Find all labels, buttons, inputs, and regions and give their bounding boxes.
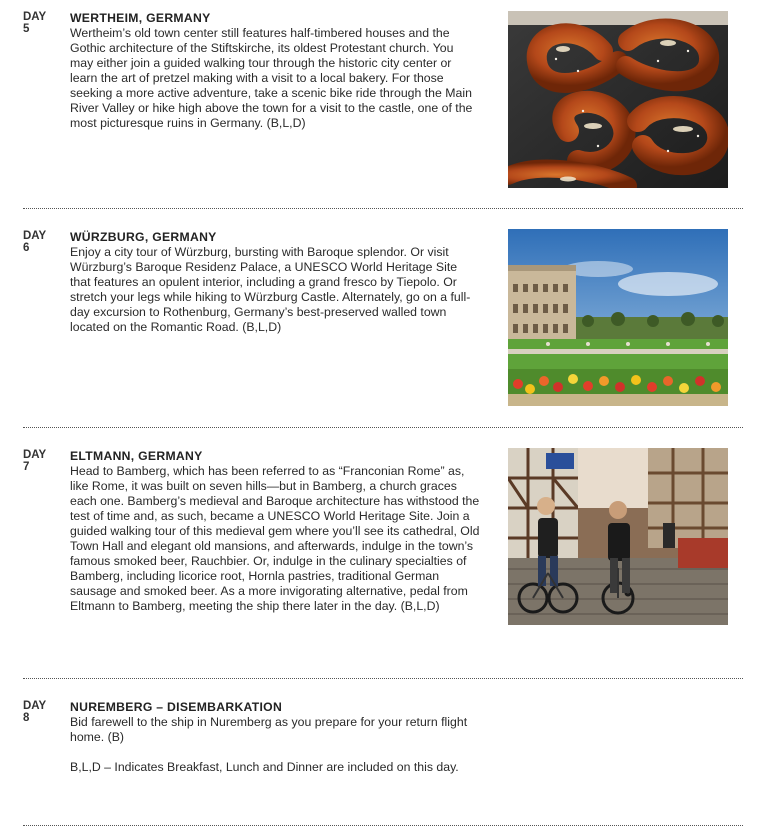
day-title: ELTMANN, GERMANY	[70, 449, 203, 463]
day-paragraph: Enjoy a city tour of Würzburg, bursting with Baroque splendor. Or visit Würzburg’s Baroque Residenz Palace, a UNESCO World Heritage Site that features an opulent interior, including a grand fresco by Tiepolo. Or stretch your legs while hiking to Würzburg Castle. Alternately, go on a full-day excursion to Rothenburg, Germany’s best-preserved walled town located on the Romantic Road. (B,L,D)	[70, 245, 471, 334]
day-description	[70, 245, 480, 350]
day-paragraph: Wertheim’s old town center still features half-timbered houses and the Gothic architecture of the Stiftskirche, its oldest Protestant church. You may either join a guided walking tour through the historic city center or learn the art of pretzel making with a visit to a local bakery. For those seeking a more active adventure, take a scenic bike ride through the Main River Valley or hike high above the town for a visit to the castle, one of the most picturesque ruins in Germany. (B,L,D)	[70, 26, 473, 130]
day-paragraph: Head to Bamberg, which has been referred to as “Franconian Rome” as, like Rome, it was built on seven hills—but in Bamberg, a church graces each one. Bamberg’s medieval and Baroque architecture has withstood the test of time and, as such, became a UNESCO World Heritage Site. Join a guided walking tour of this medieval gem where you’ll see its cathedral, Old Town Hall and elegant old mansions, and afterwards, indulge in the town’s famous smoked beer, Rauchbier. Or, indulge in the culinary specialties of Bamberg, including licorice root, Hornla pastries, traditional German sausage and smoked beer. As a more invigorating alternative, pedal from Eltmann to Bamberg, meeting the ship there later in the day. (B,L,D)	[70, 464, 480, 613]
day-word: DAY	[23, 700, 47, 712]
day-number: 8	[23, 712, 30, 724]
section-divider	[23, 427, 743, 428]
day-description	[70, 26, 480, 146]
day-description	[70, 715, 480, 790]
day-description	[70, 464, 480, 629]
day-number: 6	[23, 242, 30, 254]
day-title: NUREMBERG – DISEMBARKATION	[70, 700, 283, 714]
day-title: WÜRZBURG, GERMANY	[70, 230, 217, 244]
pretzels-photo	[508, 11, 728, 188]
day-word: DAY	[23, 449, 47, 461]
section-divider	[23, 208, 743, 209]
day-paragraph: Bid farewell to the ship in Nuremberg as you prepare for your return flight home. (B)	[70, 715, 468, 744]
day-label	[23, 230, 63, 254]
day-number: 7	[23, 461, 30, 473]
day-title: WERTHEIM, GERMANY	[70, 11, 211, 25]
residenz-palace-photo	[508, 229, 728, 406]
day-word: DAY	[23, 230, 47, 242]
day-label	[23, 449, 63, 473]
bamberg-cyclists-photo	[508, 448, 728, 625]
meal-legend-note: B,L,D – Indicates Breakfast, Lunch and Dinner are included on this day.	[70, 760, 459, 774]
day-label	[23, 700, 63, 724]
day-label	[23, 11, 63, 35]
day-number: 5	[23, 23, 30, 35]
section-divider	[23, 825, 743, 826]
section-divider	[23, 678, 743, 679]
day-word: DAY	[23, 11, 47, 23]
